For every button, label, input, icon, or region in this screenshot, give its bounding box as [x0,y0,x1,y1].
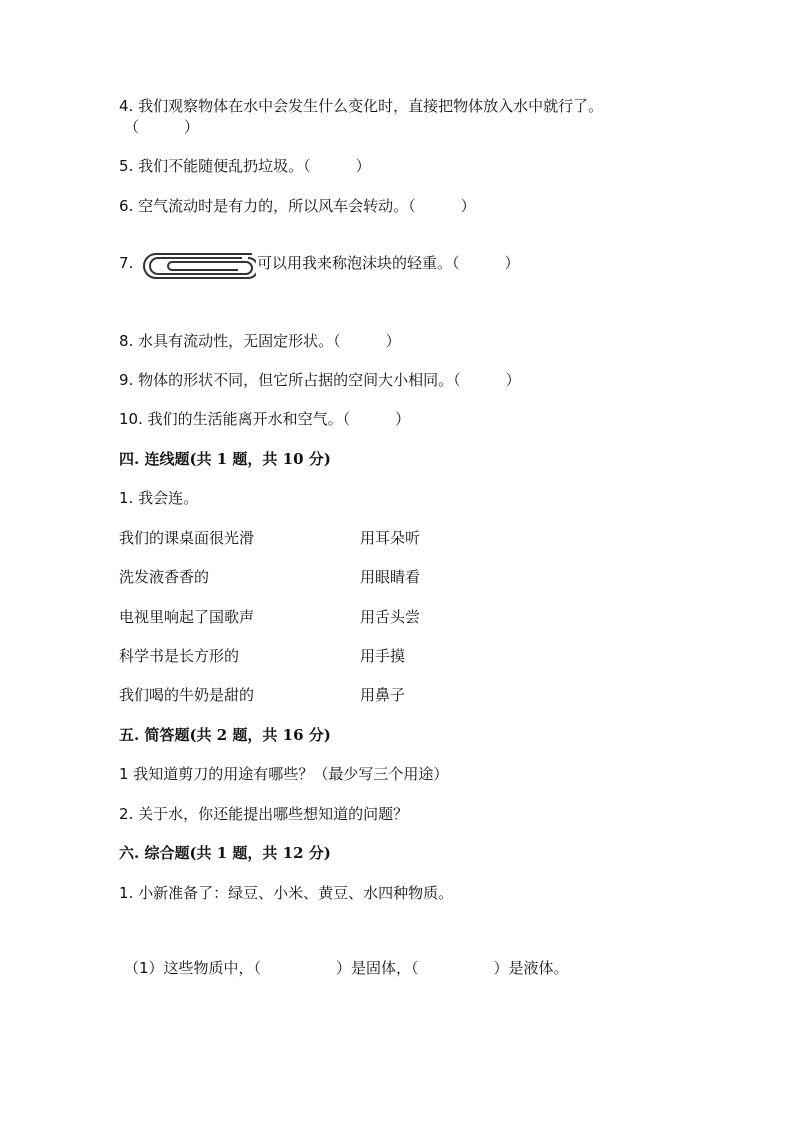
section-6-question-1: 1. 小新准备了：绿豆、小米、黄豆、水四种物质。 [119,884,454,902]
question-4-answer: （ ） [124,118,200,136]
match-right-5: 用鼻子 [360,686,406,704]
match-left-4: 科学书是长方形的 [119,647,240,665]
question-6: 6. 空气流动时是有力的，所以风车会转动。（ ） [119,197,476,215]
section-5-question-1: 1 我知道剪刀的用途有哪些？（最少写三个用途） [119,765,449,783]
section-5-question-2: 2. 关于水，你还能提出哪些想知道的问题？ [119,805,409,823]
match-left-1: 我们的课桌面很光滑 [119,529,255,547]
question-4-line1: 4. 我们观察物体在水中会发生什么变化时，直接把物体放入水中就行了。 [119,97,604,115]
match-left-2: 洗发液香香的 [119,568,210,586]
match-right-3: 用舌头尝 [360,608,421,626]
question-10: 10. 我们的生活能离开水和空气。（ ） [119,410,411,428]
section-5-heading: 五. 简答题(共 2 题，共 16 分) [119,726,331,744]
match-left-3: 电视里响起了国歌声 [119,608,255,626]
question-9: 9. 物体的形状不同，但它所占据的空间大小相同。（ ） [119,371,521,389]
section-4-question-1: 1. 我会连。 [119,489,199,507]
section-4-heading: 四. 连线题(共 1 题，共 10 分) [119,450,331,468]
match-right-1: 用耳朵听 [360,529,421,547]
section-6-heading: 六. 综合题(共 1 题，共 12 分) [119,844,331,862]
match-right-4: 用手摸 [360,647,406,665]
question-8: 8. 水具有流动性，无固定形状。（ ） [119,332,401,350]
section-6-subquestion-1: （1）这些物质中，（ ）是固体，（ ）是液体。 [124,959,569,977]
match-right-2: 用眼睛看 [360,568,421,586]
question-5: 5. 我们不能随便乱扔垃圾。（ ） [119,157,371,175]
match-left-5: 我们喝的牛奶是甜的 [119,686,255,704]
question-7-number: 7. [119,254,134,272]
question-7-text: 可以用我来称泡沫块的轻重。（ ） [257,254,520,272]
paperclip-icon [142,250,256,282]
